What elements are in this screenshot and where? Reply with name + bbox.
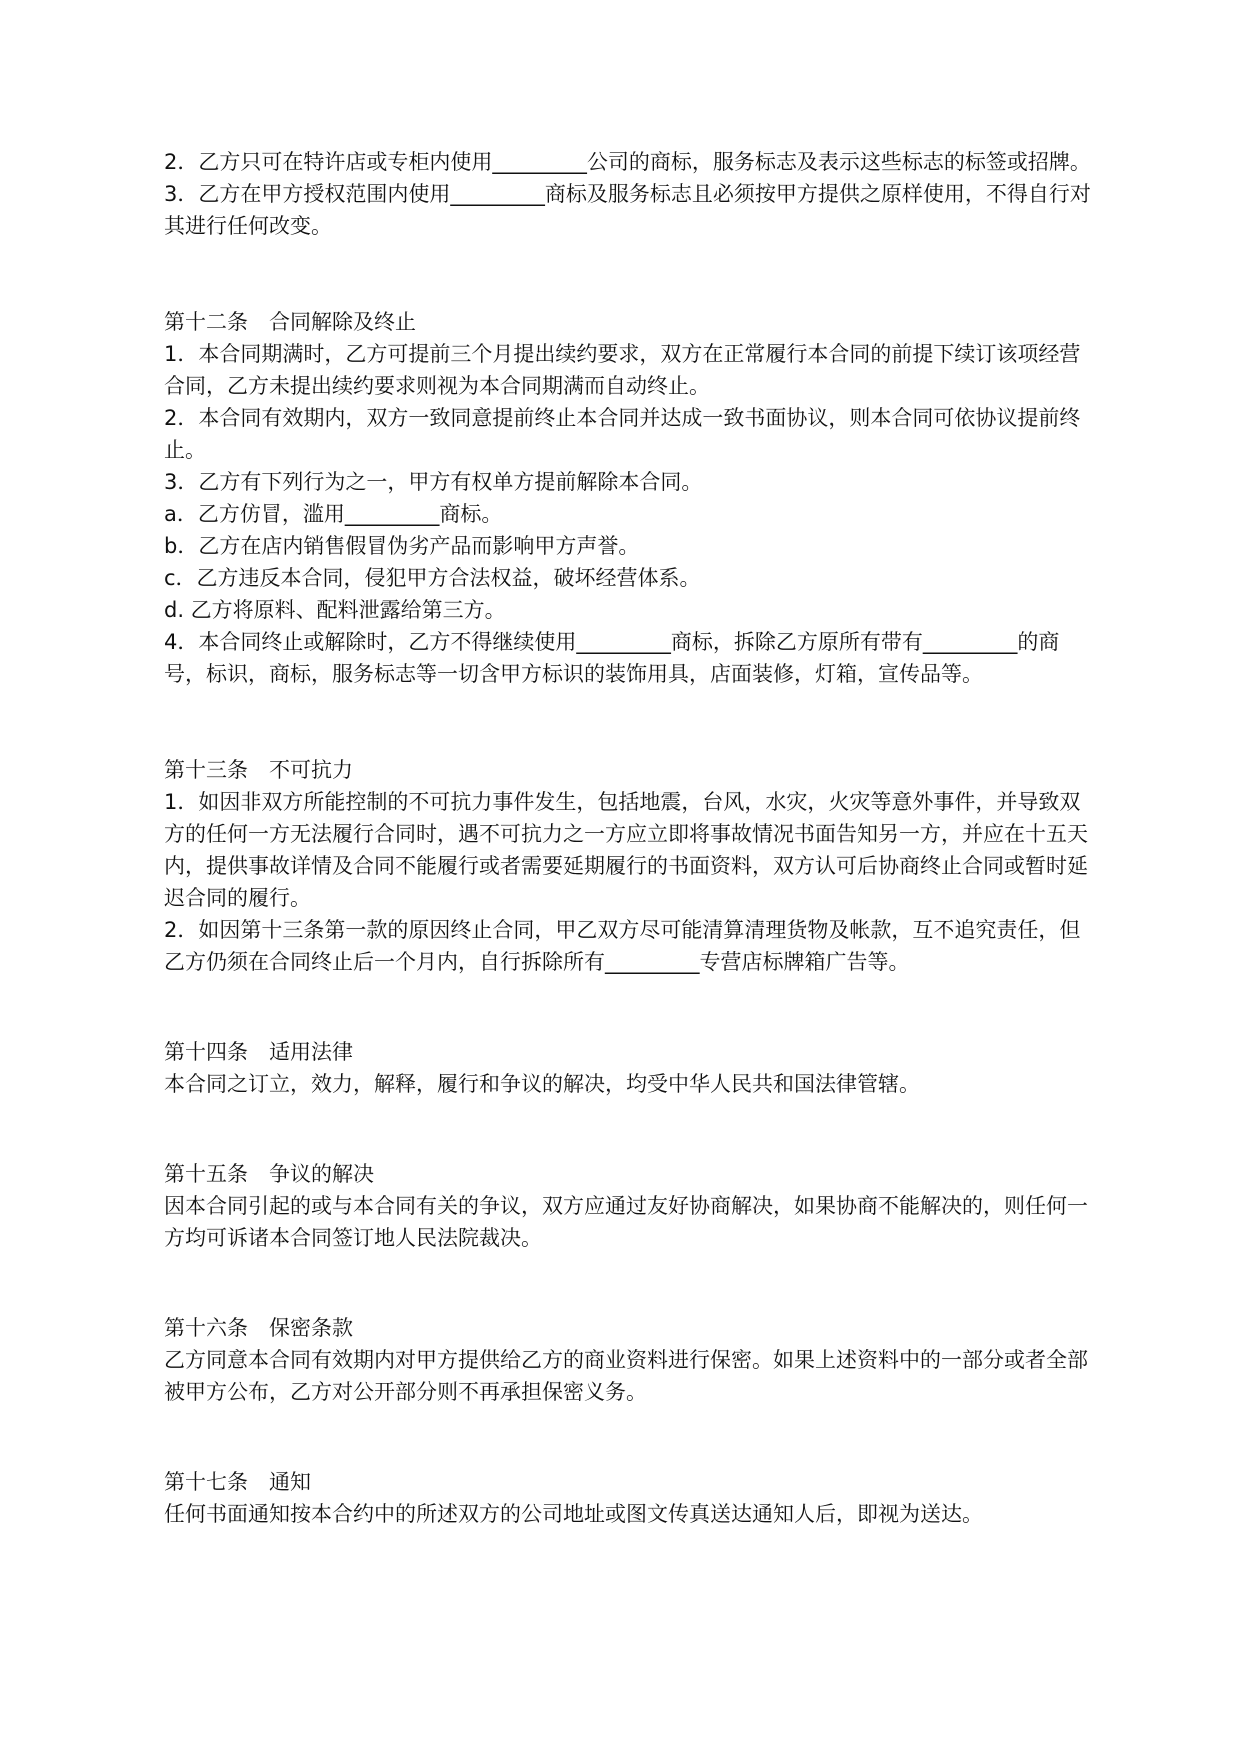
article-12 xyxy=(164,306,1094,690)
clause-paragraph: a．乙方仿冒，滥用_________商标。 xyxy=(164,502,503,526)
section-spacer xyxy=(164,242,1094,306)
article-heading: 第十七条 通知 xyxy=(164,1470,311,1494)
clause-paragraph: 2．乙方只可在特许店或专柜内使用_________公司的商标，服务标志及表示这些标志的标签或招牌。 xyxy=(164,150,1091,174)
article-heading: 第十三条 不可抗力 xyxy=(164,758,353,782)
clause-paragraph: b．乙方在店内销售假冒伪劣产品而影响甲方声誉。 xyxy=(164,534,640,558)
document-page xyxy=(164,146,1094,1530)
clause-paragraph: d. 乙方将原料、配料泄露给第三方。 xyxy=(164,598,506,622)
article-heading: 第十五条 争议的解决 xyxy=(164,1162,374,1186)
article-heading: 第十四条 适用法律 xyxy=(164,1040,353,1064)
section-spacer xyxy=(164,978,1094,1036)
intro-clauses xyxy=(164,146,1094,242)
section-spacer xyxy=(164,1408,1094,1466)
article-heading: 第十二条 合同解除及终止 xyxy=(164,310,416,334)
article-16 xyxy=(164,1312,1094,1408)
clause-paragraph: 3．乙方有下列行为之一，甲方有权单方提前解除本合同。 xyxy=(164,470,703,494)
article-17 xyxy=(164,1466,1094,1530)
section-spacer xyxy=(164,1100,1094,1158)
article-heading: 第十六条 保密条款 xyxy=(164,1316,353,1340)
clause-paragraph: 任何书面通知按本合约中的所述双方的公司地址或图文传真送达通知人后，即视为送达。 xyxy=(164,1502,983,1526)
clause-paragraph: 4．本合同终止或解除时，乙方不得继续使用_________商标，拆除乙方原所有带有_________的商号，标识，商标，服务标志等一切含甲方标识的装饰用具，店面装修，灯箱，宣传品等。 xyxy=(164,630,1060,686)
article-15 xyxy=(164,1158,1094,1254)
article-13 xyxy=(164,754,1094,978)
clause-paragraph: 乙方同意本合同有效期内对甲方提供给乙方的商业资料进行保密。如果上述资料中的一部分或者全部被甲方公布，乙方对公开部分则不再承担保密义务。 xyxy=(164,1348,1088,1404)
clause-paragraph: 1．如因非双方所能控制的不可抗力事件发生，包括地震，台风，水灾，火灾等意外事件，并导致双方的任何一方无法履行合同时，遇不可抗力之一方应立即将事故情况书面告知另一方，并应在十五天内，提供事故详情及合同不能履行或者需要延期履行的书面资料，双方认可后协商终止合同或暂时延迟合同的履行。 xyxy=(164,790,1088,910)
article-14 xyxy=(164,1036,1094,1100)
section-spacer xyxy=(164,1254,1094,1312)
clause-paragraph: 因本合同引起的或与本合同有关的争议，双方应通过友好协商解决，如果协商不能解决的，则任何一方均可诉诸本合同签订地人民法院裁决。 xyxy=(164,1194,1088,1250)
clause-paragraph: 2．本合同有效期内，双方一致同意提前终止本合同并达成一致书面协议，则本合同可依协议提前终止。 xyxy=(164,406,1081,462)
clause-paragraph: 1．本合同期满时，乙方可提前三个月提出续约要求，双方在正常履行本合同的前提下续订该项经营合同，乙方未提出续约要求则视为本合同期满而自动终止。 xyxy=(164,342,1081,398)
section-spacer xyxy=(164,690,1094,754)
clause-paragraph: 3．乙方在甲方授权范围内使用_________商标及服务标志且必须按甲方提供之原样使用，不得自行对其进行任何改变。 xyxy=(164,182,1091,238)
clause-paragraph: c．乙方违反本合同，侵犯甲方合法权益，破坏经营体系。 xyxy=(164,566,701,590)
clause-paragraph: 本合同之订立，效力，解释，履行和争议的解决，均受中华人民共和国法律管辖。 xyxy=(164,1072,920,1096)
clause-paragraph: 2．如因第十三条第一款的原因终止合同，甲乙双方尽可能清算清理货物及帐款，互不追究责任，但乙方仍须在合同终止后一个月内，自行拆除所有_________专营店标牌箱广告等。 xyxy=(164,918,1081,974)
